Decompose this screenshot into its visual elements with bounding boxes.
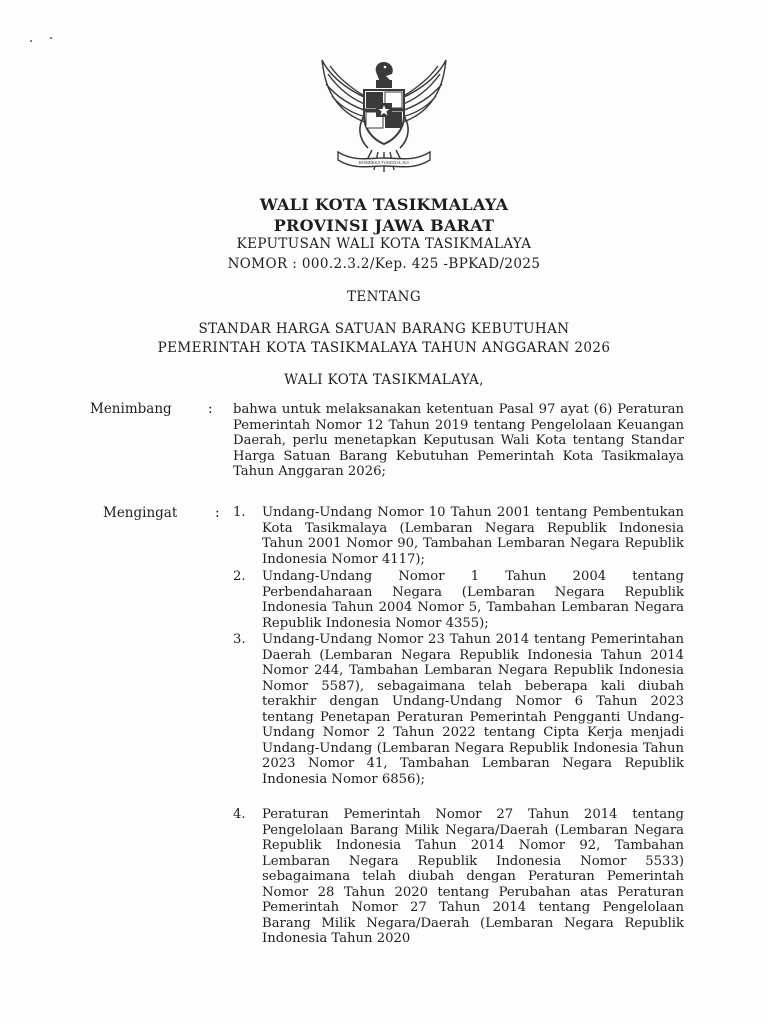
mengingat-item-4 (233, 807, 684, 947)
decree-title: KEPUTUSAN WALI KOTA TASIKMALAYA (236, 236, 532, 252)
tentang-heading: TENTANG (346, 289, 422, 305)
menimbang-colon: : (208, 401, 213, 417)
scan-speck (30, 40, 32, 42)
scan-speck (50, 37, 52, 39)
list-item-number: 4. (233, 807, 246, 822)
issuer-title: WALI KOTA TASIKMALAYA (259, 195, 509, 214)
subject-line-2: PEMERINTAH KOTA TASIKMALAYA TAHUN ANGGARAN 2026 (157, 340, 611, 356)
list-item-number: 3. (233, 632, 246, 647)
menimbang-label: Menimbang (90, 401, 172, 417)
svg-text:BHINNEKA TUNGGAL IKA: BHINNEKA TUNGGAL IKA (358, 160, 410, 165)
list-item-number: 2. (233, 569, 246, 584)
list-item-text: Peraturan Pemerintah Nomor 27 Tahun 2014 tentang Pengelolaan Barang Milik Negara/Daerah (Lembaran Negara Republik Indonesia Tahun 2014 Nomor 92, Tambahan Lembaran Negara Republik Indonesia Nomor 5533) sebagaimana telah diubah dengan Peraturan Pemerintah Nomor 28 Tahun 2020 tentang Perubahan atas Peraturan Pemerintah Nomor 27 Tahun 2014 tentang Pengelolaan Barang Milik Negara/Daerah (Lembaran Negara Republik Indonesia Tahun 2020 (262, 807, 684, 946)
mengingat-item-3 (233, 632, 684, 787)
garuda-emblem-icon (314, 54, 454, 182)
list-item-text: Undang-Undang Nomor 1 Tahun 2004 tentang Perbendaharaan Negara (Lembaran Negara Republik Indonesia Tahun 2004 Nomor 5, Tambahan Lembaran Negara Republik Indonesia Nomor 4355); (262, 569, 684, 631)
list-item-text: Undang-Undang Nomor 10 Tahun 2001 tentang Pembentukan Kota Tasikmalaya (Lembaran Negara Republik Indonesia Tahun 2001 Nomor 90, Tambahan Lembaran Negara Republik Indonesia Nomor 4117); (262, 505, 684, 567)
menimbang-text: bahwa untuk melaksanakan ketentuan Pasal 97 ayat (6) Peraturan Pemerintah Nomor 12 Tahun 2019 tentang Pengelolaan Keuangan Daerah, perlu menetapkan Keputusan Wali Kota tentang Standar Harga Satuan Barang Kebutuhan Pemerintah Kota Tasikmalaya Tahun Anggaran 2026; (233, 402, 684, 479)
subject-line-1: STANDAR HARGA SATUAN BARANG KEBUTUHAN (198, 321, 570, 337)
issuer-salutation: WALI KOTA TASIKMALAYA, (284, 372, 484, 388)
list-item-text: Undang-Undang Nomor 23 Tahun 2014 tentang Pemerintahan Daerah (Lembaran Negara Republik Indonesia Tahun 2014 Nomor 244, Tambahan Lembaran Negara Republik Indonesia Nomor 5587), sebagaimana telah beberapa kali diubah terakhir dengan Undang-Undang Nomor 6 Tahun 2023 tentang Penetapan Peraturan Pemerintah Pengganti Undang-Undang Nomor 2 Tahun 2022 tentang Cipta Kerja menjadi Undang-Undang (Lembaran Negara Republik Indonesia Tahun 2023 Nomor 41, Tambahan Lembaran Negara Republik Indonesia Nomor 6856); (262, 632, 684, 787)
mengingat-item-1 (233, 505, 684, 567)
mengingat-item-2 (233, 569, 684, 631)
decree-number: NOMOR : 000.2.3.2/Kep. 425 -BPKAD/2025 (227, 256, 541, 272)
mengingat-colon: : (215, 505, 220, 521)
province-title: PROVINSI JAWA BARAT (273, 216, 495, 235)
list-item-number: 1. (233, 505, 246, 520)
mengingat-label: Mengingat (103, 505, 178, 521)
